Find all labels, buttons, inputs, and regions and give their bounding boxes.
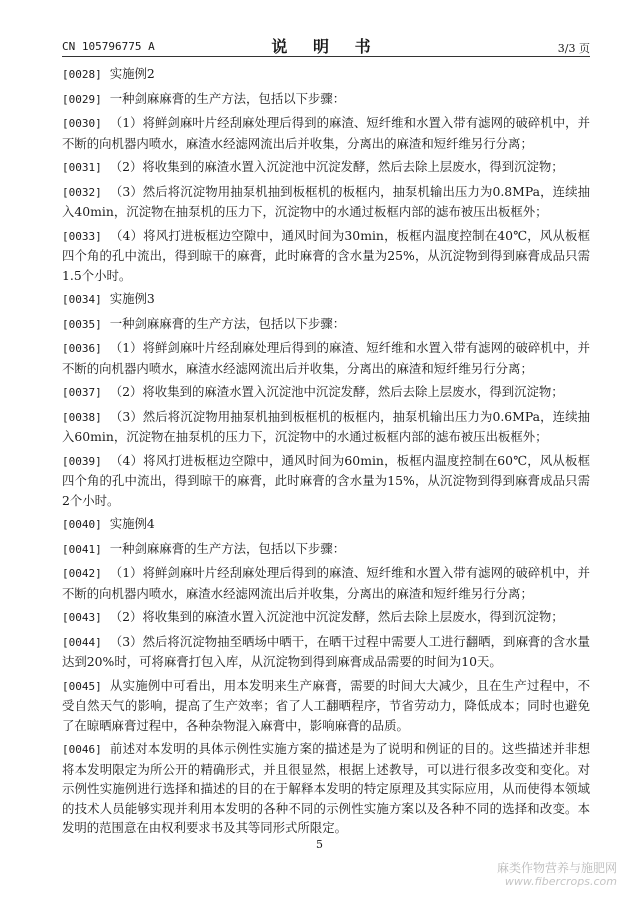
paragraph-number: [0028] (62, 68, 102, 81)
paragraph-text: （4）将风打进板框边空隙中，通风时间为30min，板框内温度控制在40℃，风从板框四个角的孔中流出，得到晾干的麻膏，此时麻膏的含水量为25%，从沉淀物到得到麻膏成品只需1.5个小时。 (62, 227, 590, 283)
paragraph-number: [0033] (62, 229, 102, 243)
document-title: 说 明 书 (271, 37, 381, 56)
paragraph-number: [0034] (62, 293, 102, 306)
paragraph-number: [0040] (62, 518, 102, 531)
paragraph-number: [0042] (62, 567, 102, 580)
paragraph-text: 实施例2 (109, 66, 155, 81)
paragraph-number: [0046] (62, 743, 102, 756)
document-body (62, 64, 590, 842)
paragraph-text: 一种剑麻麻膏的生产方法，包括以下步骤： (109, 315, 346, 331)
paragraph (62, 632, 590, 672)
paragraph (62, 89, 590, 110)
paragraph-number: [0039] (62, 454, 102, 468)
paragraph (62, 407, 590, 447)
paragraph-text: （3）然后将沉淀物用抽泵机抽到板框机的板框内，抽泵机输出压力为0.8MPa，连续抽入40min，沉淀物在抽泵机的压力下，沉淀物中的水通过板框内部的滤布被压出板框外； (62, 183, 590, 219)
paragraph (62, 182, 590, 222)
paragraph-text: （2）将收集到的麻渣水置入沉淀池中沉淀发酵，然后去除上层废水，得到沉淀物； (109, 384, 564, 399)
paragraph-text: 实施例3 (109, 291, 155, 306)
paragraph-number: [0035] (62, 317, 102, 331)
paragraph-number: [0038] (62, 410, 102, 424)
paragraph-number: [0043] (62, 611, 102, 624)
paragraph-number: [0036] (62, 342, 102, 355)
paragraph (62, 314, 590, 335)
paragraph-text: （1）将鲜剑麻叶片经刮麻处理后得到的麻渣、短纤维和水置入带有滤网的破碎机中，并不断的向机器内喷水，麻渣水经滤网流出后并收集，分离出的麻渣和短纤维另行分离； (62, 565, 590, 601)
paragraph (62, 514, 590, 535)
paragraph (62, 563, 590, 603)
paragraph (62, 64, 590, 85)
paragraph (62, 226, 590, 286)
page-header (62, 32, 590, 54)
paragraph-number: [0045] (62, 679, 102, 693)
paragraph-number: [0031] (62, 161, 102, 174)
watermark-url: www.fibercrops.com (504, 875, 617, 888)
paragraph (62, 676, 590, 736)
paragraph-text: （1）将鲜剑麻叶片经刮麻处理后得到的麻渣、短纤维和水置入带有滤网的破碎机中，并不断的向机器内喷水，麻渣水经滤网流出后并收集，分离出的麻渣和短纤维另行分离； (62, 115, 590, 151)
paragraph (62, 157, 590, 178)
paragraph (62, 113, 590, 153)
page-number: 5 (316, 838, 323, 851)
paragraph (62, 739, 590, 838)
paragraph-text: （2）将收集到的麻渣水置入沉淀池中沉淀发酵，然后去除上层废水，得到沉淀物； (109, 609, 564, 624)
paragraph (62, 338, 590, 378)
paragraph-text: （2）将收集到的麻渣水置入沉淀池中沉淀发酵，然后去除上层废水，得到沉淀物； (109, 159, 564, 174)
watermark (497, 862, 617, 888)
header-rule (62, 56, 590, 57)
paragraph-text: （3）然后将沉淀物抽至晒场中晒干，在晒干过程中需要人工进行翻晒，到麻膏的含水量达到20%时，可将麻膏打包入库，从沉淀物到得到麻膏成品需要的时间为10天。 (62, 633, 590, 669)
paragraph-number: [0029] (62, 92, 102, 106)
paragraph-text: （4）将风打进板框边空隙中，通风时间为60min，板框内温度控制在60℃，风从板框四个角的孔中流出，得到晾干的麻膏，此时麻膏的含水量为15%，从沉淀物到得到麻膏成品只需2个小时。 (62, 452, 590, 508)
paragraph-text: 从实施例中可看出，用本发明来生产麻膏，需要的时间大大减少，且在生产过程中，不受自然天气的影响，提高了生产效率；省了人工翻晒程序，节省劳动力，降低成本；同时也避免了在晾晒麻膏过程中，各种杂物混入麻膏中，影响麻膏的品质。 (62, 677, 590, 733)
paragraph-number: [0041] (62, 542, 102, 556)
watermark-site-name: 麻类作物营养与施肥网 (496, 861, 617, 875)
page-info: 3/3 页 (557, 42, 590, 55)
paragraph-text: 一种剑麻麻膏的生产方法，包括以下步骤： (109, 540, 346, 556)
paragraph-number: [0037] (62, 386, 102, 399)
paragraph (62, 382, 590, 403)
paragraph (62, 289, 590, 310)
paragraph-text: （3）然后将沉淀物用抽泵机抽到板框机的板框内，抽泵机输出压力为0.6MPa，连续抽入60min，沉淀物在抽泵机的压力下，沉淀物中的水通过板框内部的滤布被压出板框外； (62, 408, 590, 444)
paragraph-text: 一种剑麻麻膏的生产方法，包括以下步骤： (109, 90, 346, 106)
paragraph-text: （1）将鲜剑麻叶片经刮麻处理后得到的麻渣、短纤维和水置入带有滤网的破碎机中，并不断的向机器内喷水，麻渣水经滤网流出后并收集，分离出的麻渣和短纤维另行分离； (62, 340, 590, 376)
paragraph (62, 607, 590, 628)
paragraph-text: 实施例4 (109, 516, 155, 531)
publication-number: CN 105796775 A (62, 40, 155, 53)
paragraph-number: [0032] (62, 185, 102, 199)
paragraph-text: 前述对本发明的具体示例性实施方案的描述是为了说明和例证的目的。这些描述并非想将本发明限定为所公开的精确形式，并且很显然，根据上述教导，可以进行很多改变和变化。对示例性实施例进行选择和描述的目的在于解释本发明的特定原理及其实际应用，从而使得本领域的技术人员能够实现并利用本发明的各种不同的示例性实施方案以及各种不同的选择和改变。本发明的范围意在由权利要求书及其等同形式所限定。 (62, 741, 590, 835)
paragraph (62, 539, 590, 560)
paragraph-number: [0030] (62, 117, 102, 130)
paragraph-number: [0044] (62, 635, 102, 649)
paragraph (62, 451, 590, 511)
